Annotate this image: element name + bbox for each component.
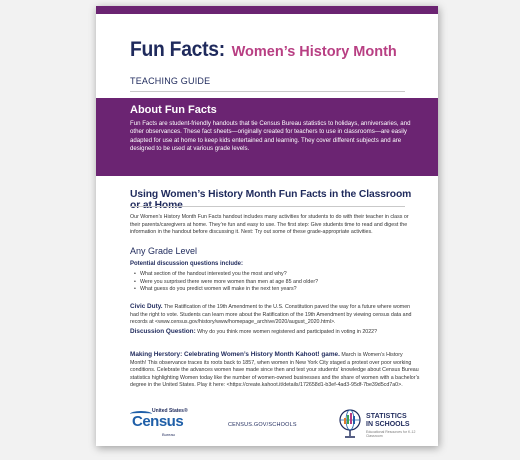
list-item: • Were you surprised there were more women than men at age 85 and older? — [134, 279, 318, 287]
about-section — [96, 98, 438, 176]
statistics-in-schools-logo — [336, 404, 428, 444]
census-logo-bureau: Bureau — [162, 432, 175, 437]
discussion-question — [130, 328, 420, 335]
list-item: • What guess do you predict women will make in the next ten years? — [134, 286, 318, 294]
list-item: • What section of the handout interested you the most and why? — [134, 271, 318, 279]
discussion-question-text: Why do you think more women registered and participated in voting in 2022? — [195, 329, 378, 335]
footer — [96, 404, 438, 446]
kahoot-paragraph — [130, 351, 420, 390]
census-logo — [130, 408, 190, 438]
top-bar — [96, 6, 438, 14]
discussion-label: Potential discussion questions include: — [130, 261, 244, 267]
title-main: Fun Facts: — [130, 38, 225, 61]
usage-intro: Our Women’s History Month Fun Facts handout includes many activities for students to do with their teacher in class or their parents/caregivers at home. They’re fun and easy to use. The first step: Give students time to read and digest the information in the handout before discussing it. Next: Try out some of these grade-appropriate activities. — [130, 214, 409, 236]
page-title — [130, 38, 397, 62]
grade-heading: Any Grade Level — [130, 246, 198, 256]
civic-duty-paragraph — [130, 303, 420, 327]
census-logo-word: Census — [132, 413, 184, 430]
sis-line-1: STATISTICS — [366, 413, 407, 420]
divider — [130, 206, 405, 207]
census-logo-top: United States® — [152, 408, 188, 414]
title-sub: Women’s History Month — [231, 44, 397, 60]
civic-duty-text: The Ratification of the 19th Amendment to the U.S. Constitution paved the way for a future where women had the right to vote. Students can learn more about the Ratification of the 19th Amendment by viewing census data and records at <www.census.gov/history/www/homepage_archive/2020/august_2020.html>. — [130, 304, 412, 326]
discussion-question-label: Discussion Question: — [130, 328, 196, 335]
usage-heading: Using Women’s History Month Fun Facts in the Classroom — [130, 189, 412, 200]
footer-url[interactable]: CENSUS.GOV/SCHOOLS — [228, 422, 297, 428]
divider — [130, 91, 405, 92]
about-heading: About Fun Facts — [130, 104, 217, 116]
civic-duty-label: Civic Duty. — [130, 303, 163, 310]
handout-page — [96, 6, 438, 446]
globe-icon — [336, 406, 364, 440]
kahoot-text[interactable]: March is Women’s History Month! This observance traces its roots back to 1857, when women in New York City staged a protest over poor working conditions. Celebrate the advances women have made since then and test your students’ knowledge about Census Bureau statistics highlighting Women today like the number of women-owned businesses and the share of women with a bachelor’s degree in the United States. Play it here: <https://create.kahoot.it/details/172658d1-b3ef-4ad3-95df-7be39d5cd7a0>. — [130, 352, 420, 389]
teaching-guide-label: TEACHING GUIDE — [130, 76, 211, 86]
kahoot-label: Making Herstory: Celebrating Women’s History Month Kahoot! game. — [130, 351, 340, 358]
question-list — [134, 271, 318, 294]
sis-tagline: Educational Resources for K-12 Classroom — [366, 430, 416, 438]
about-text: Fun Facts are student-friendly handouts that tie Census Bureau statistics to holidays, anniversaries, and other observances. These fact sheets—originally created for teachers to use in classrooms—are easily adapted for use at home to keep kids entertained and learning. They cover different subjects and are designed to be used at various grade levels. — [130, 120, 411, 153]
sis-line-2: IN SCHOOLS — [366, 421, 410, 428]
